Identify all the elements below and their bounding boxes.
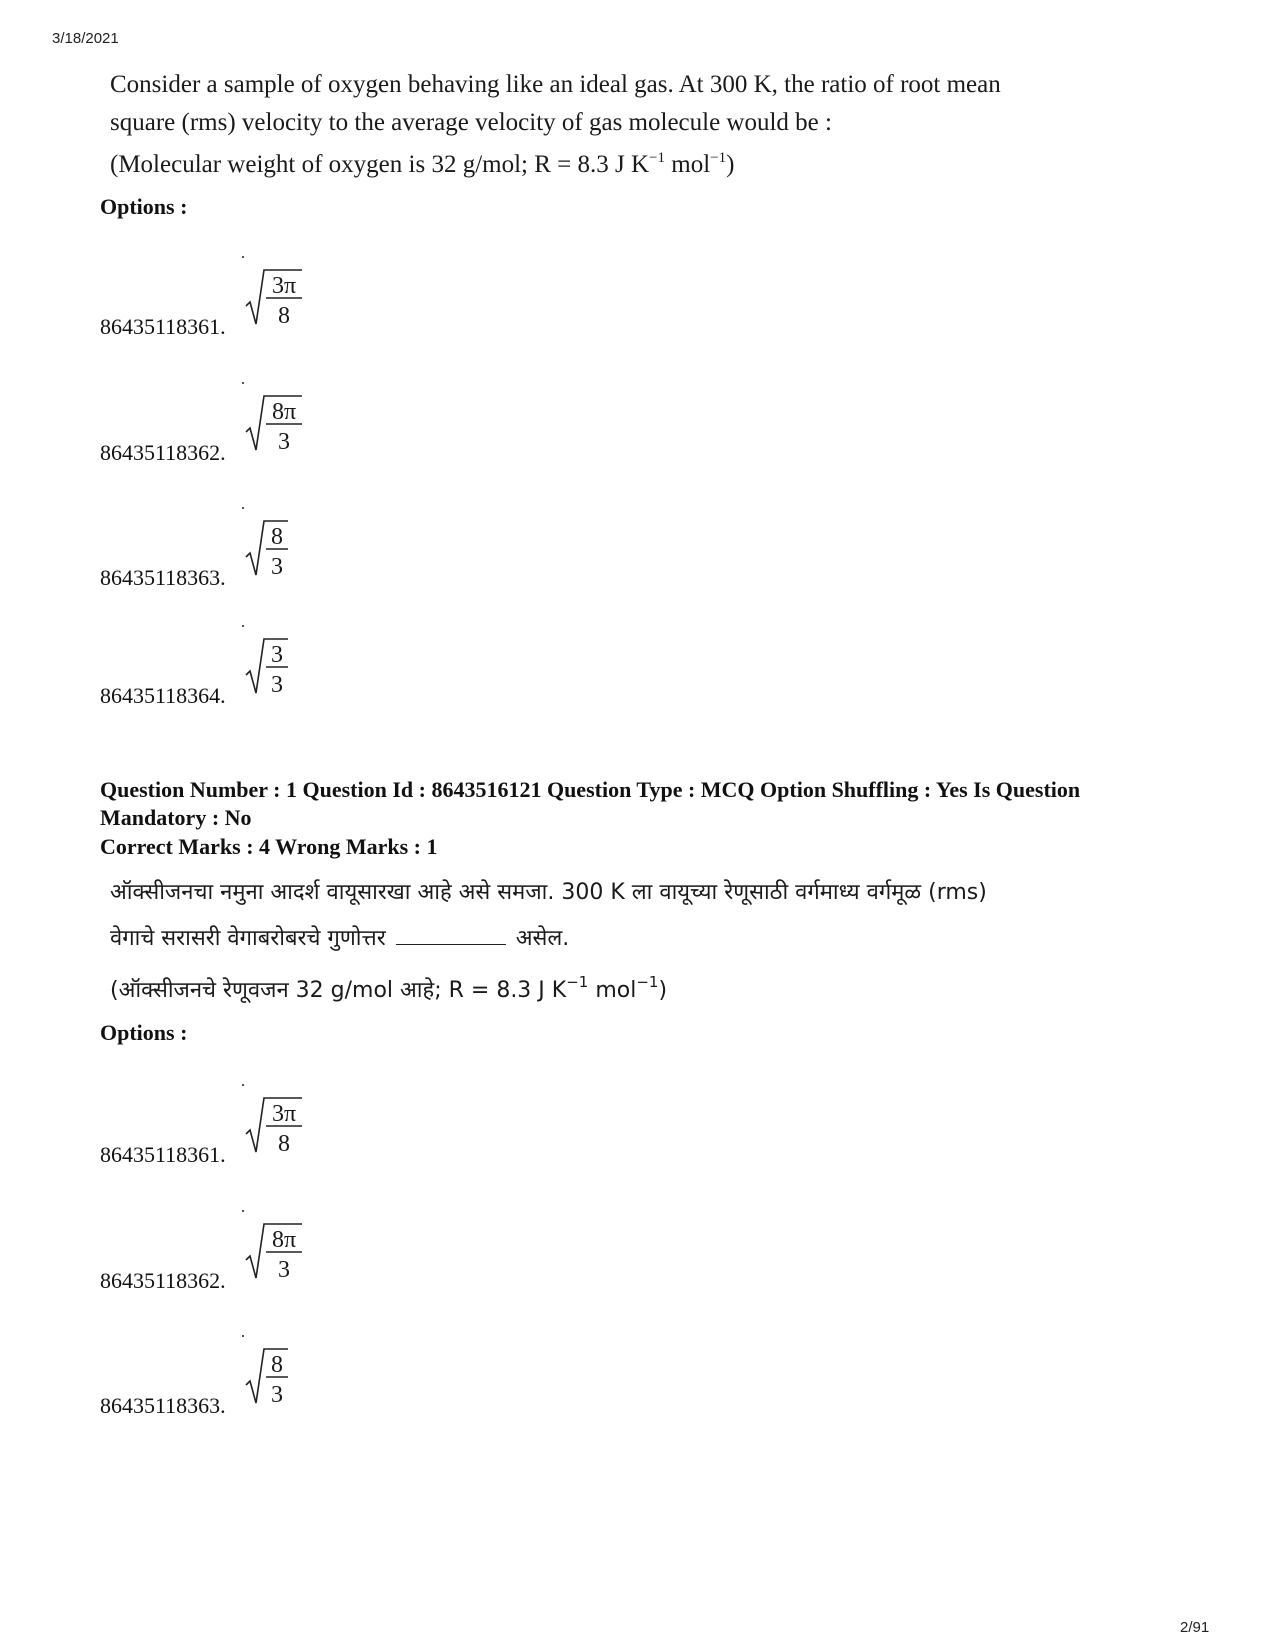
sqrt-fraction-formula [242,248,312,328]
sqrt-fraction-formula [242,617,312,697]
option-4[interactable] [100,599,500,709]
question-text-marathi [110,870,1190,1014]
option-id: 86435118363. [100,565,226,590]
option-2[interactable] [100,1184,500,1294]
svg-text:8: 8 [271,524,283,550]
svg-text:8π: 8π [271,399,297,425]
svg-text:3: 3 [271,1382,283,1408]
option-id: 86435118362. [100,1268,226,1293]
question-line: Consider a sample of oxygen behaving like an ideal gas. At 300 K, the ratio of root mean [110,71,1001,98]
sqrt-fraction-formula [242,1076,312,1156]
marks-info: Correct Marks : 4 Wrong Marks : 1 [100,834,438,859]
svg-text:3π: 3π [271,273,297,299]
page-number: 2/91 [1180,1619,1210,1636]
svg-text:8π: 8π [271,1227,297,1253]
question-line: वेगाचे सरासरी वेगाबरोबरचे गुणोत्तर असेल. [110,926,570,951]
option-1[interactable] [100,230,500,340]
print-date: 3/18/2021 [52,30,119,47]
option-id: 86435118361. [100,314,226,339]
svg-text:8: 8 [278,1131,290,1157]
svg-text:3π: 3π [271,1101,297,1127]
sqrt-fraction-formula [242,1327,312,1407]
svg-text:8: 8 [271,1352,283,1378]
options-label: Options : [100,194,188,219]
question-line: (ऑक्सीजनचे रेणूवजन 32 g/mol आहे; R = 8.3 J $K^{-1}$ mol$^{-1}$) [110,973,668,1003]
question-line: square (rms) velocity to the average velocity of gas molecule would be : [110,109,832,136]
question-meta-line: Question Number : 1 Question Id : 8643516121 Question Type : MCQ Option Shuffling : Yes Is Question [100,777,1081,802]
svg-text:3: 3 [278,429,290,455]
svg-text:3: 3 [271,554,283,580]
svg-text:3: 3 [271,642,283,668]
option-id: 86435118363. [100,1393,226,1418]
svg-text:3: 3 [278,1257,290,1283]
question-meta [100,776,1220,832]
question-line: ऑक्सीजनचा नमुना आदर्श वायूसारखा आहे असे समजा. 300 K ला वायूच्या रेणूसाठी वर्गमाध्य वर्गमूळ (rms) [110,880,987,905]
sqrt-fraction-formula [242,499,312,579]
options-label: Options : [100,1020,188,1045]
sqrt-fraction-formula [242,374,312,454]
option-3[interactable] [100,481,500,591]
svg-text:3: 3 [271,672,283,698]
sqrt-fraction-formula [242,1202,312,1282]
option-3[interactable] [100,1309,500,1419]
question-text-english [110,66,1190,184]
option-id: 86435118364. [100,683,226,708]
option-id: 86435118361. [100,1142,226,1167]
option-1[interactable] [100,1058,500,1168]
option-id: 86435118362. [100,440,226,465]
question-line: (Molecular weight of oxygen is 32 g/mol; R = 8.3 J $K^{-1}$ mol$^{-1}$) [110,150,735,178]
option-2[interactable] [100,356,500,466]
svg-text:8: 8 [278,303,290,329]
question-meta-line: Mandatory : No [100,805,252,830]
answer-blank [396,944,506,945]
